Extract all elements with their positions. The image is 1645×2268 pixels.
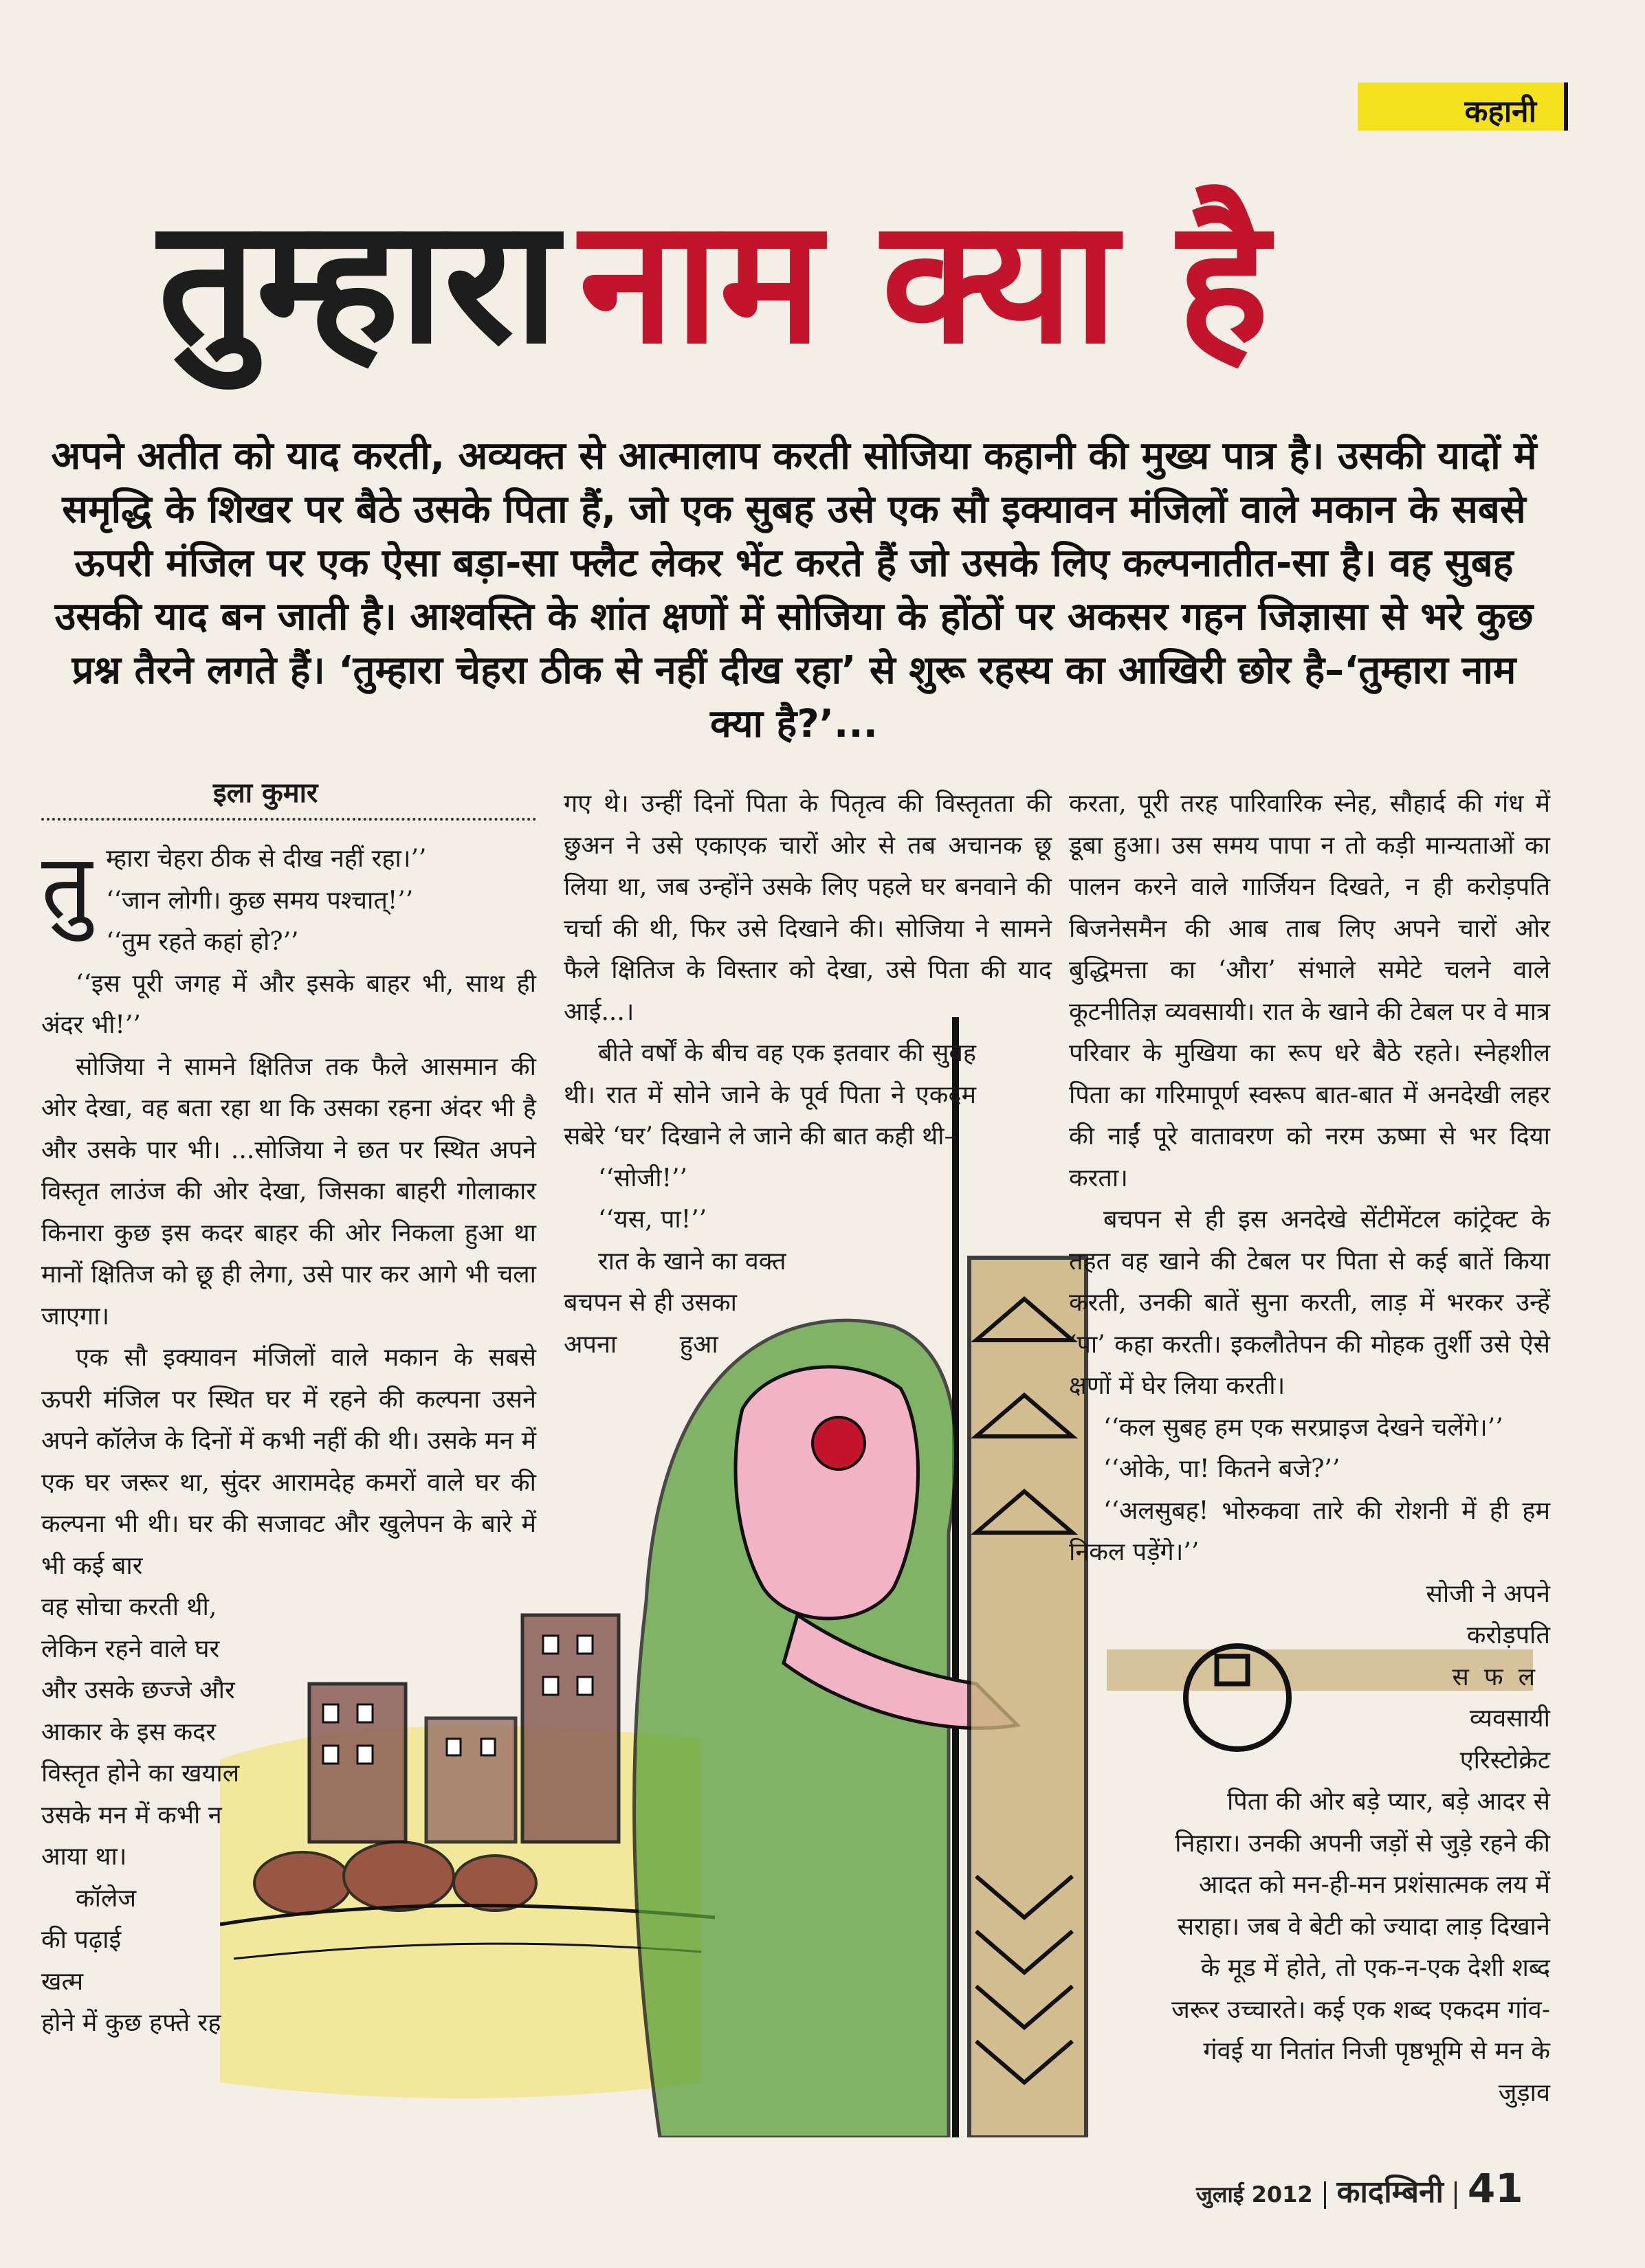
issue-date: जुलाई 2012 xyxy=(1196,2181,1313,2208)
headline-part2: नाम क्या है xyxy=(579,181,1269,381)
col2-para: गए थे। उन्हीं दिनों पिता के पितृत्व की विस्तृतता की छुअन ने उसे एकाएक चारों ओर से तब अचानक छू लिया था, जब उन्होंने उसके लिए पहले घर बनवाने की चर्चा की थी, फिर उसे दिखाने की। सोजिया ने सामने फैले क्षितिज के विस्तार को देखा, उसे पिता की याद आई...। xyxy=(564,790,1052,1026)
col3-narrow-line: करोड़पति xyxy=(1466,1621,1550,1649)
page-footer xyxy=(1196,2165,1554,2213)
col3-para: बचपन से ही इस अनदेखे सेंटीमेंटल कांट्रेक्ट के तहत वह खाने की टेबल पर पिता से कई बातें किया करती, उनकी बातें सुना करती, लाड़ में भरकर उन्हें ‘पा’ कहा करती। इकलौतेपन की मोहक तुर्शी उसे ऐसे क्षणों में घेर लिया करती। xyxy=(1069,1205,1550,1400)
column-2 xyxy=(564,783,1052,1366)
author-name: इला कुमार xyxy=(213,777,318,809)
col1-narrow-line: विस्तृत होने का खयाल xyxy=(41,1759,240,1788)
col1-narrow-block xyxy=(41,1587,289,2045)
col1-narrow-line: लेकिन रहने वाले घर xyxy=(41,1634,220,1663)
col3-para: करता, पूरी तरह पारिवारिक स्नेह, सौहार्द की गंध में डूबा हुआ। उस समय पापा न तो कड़ी मान्यताओं का पालन करने वाले गार्जियन दिखते, न ही करोड़पति बिजनेसमैन की आब ताब लिए अपने चारों ओर बुद्धिमत्ता का ‘औरा’ संभाले समेटे चलने वाले कूटनीतिज्ञ व्यवसायी। रात के खाने की टेबल पर वे मात्र परिवार के मुखिया का रूप धरे बैठे रहते। स्नेहशील पिता का गरिमापूर्ण स्वरूप बात-बात में अनदेखी लहर की नाईं पूरे वातावरण को नरम ऊष्मा से भर दिया करता। xyxy=(1069,790,1550,1192)
col2-para: बीते वर्षों के बीच वह एक इतवार की सुबह थी। रात में सोने जाने के पूर्व पिता ने एकदम सबेरे ‘घर’ दिखाने ले जाने की बात कही थी– xyxy=(564,1039,976,1150)
col1-narrow-line: कॉलेज xyxy=(76,1884,137,1913)
col1-para: एक सौ इक्यावन मंजिलों वाले मकान के सबसे ऊपरी मंजिल पर स्थित घर में रहने की कल्पना उसने अपने कॉलेज के दिनों में कभी नहीं की थी। उसके मन में एक घर जरूर था, सुंदर आरामदेह कमरों वाले घर की कल्पना भी थी। घर की सजावट और खुलेपन के बारे में भी कई बार xyxy=(41,1344,536,1580)
col3-para: ‘‘अलसुबह! भोरुकवा तारे की रोशनी में ही हम निकल पड़ेंगे।’’ xyxy=(1069,1496,1550,1566)
col1-narrow-line: होने में कुछ हफ्ते रह xyxy=(41,2009,221,2037)
section-tag xyxy=(1358,82,1568,131)
col3-para: ‘‘कल सुबह हम एक सरप्राइज देखने चलेंगे।’’ xyxy=(1103,1413,1503,1442)
col2-dialog: ‘‘सोजी!’’ xyxy=(598,1164,687,1192)
col3-narrow-line: व्यवसायी xyxy=(1469,1704,1550,1733)
column-1 xyxy=(41,834,536,2045)
col3-narrow-line: एरिस्टोक्रेट xyxy=(1459,1746,1550,1775)
col1-line: ‘‘जान लोगी। कुछ समय पश्चात्!’’ xyxy=(106,886,414,915)
col1-para: सोजिया ने सामने क्षितिज तक फैले आसमान की ओर देखा, वह बता रहा था कि उसका रहना अंदर भी है और उसके पार भी। ...सोजिया ने छत पर स्थित अपने विस्तृत लाउंज की ओर देखा, जिसका बाहरी गोलाकार किनारा कुछ इस कदर बाहर की ओर निकला हुआ था मानों क्षितिज को छू ही लेगा, उसे पार कर आगे भी चला जाएगा। xyxy=(41,1052,536,1331)
building-3 xyxy=(522,1615,619,1842)
col3-para: पिता की ओर बड़े प्यार, बड़े आदर से निहारा। उनकी अपनी जड़ों से जुड़े रहने की आदत को मन-ही-मन प्रशंसात्मक लय में सराहा। जब वे बेटी को ज्यादा लाड़ दिखाने के मूड में होते, तो एक-न-एक देशी शब्द जरूर उच्चारते। कई एक शब्द एकदम गांव-गंवई या नितांत निजी पृष्ठभूमि से मन के जुड़ाव xyxy=(1171,1788,1550,2107)
section-label: कहानी xyxy=(1464,94,1536,129)
col3-narrow-block xyxy=(1289,1574,1550,1782)
col1-line: म्हारा चेहरा ठीक से दीख नहीं रहा।’’ xyxy=(106,845,427,873)
column-3 xyxy=(1069,783,1550,2114)
col2-narrow-line: रात के खाने का वक्त xyxy=(598,1247,786,1276)
col1-narrow-line: और उसके छज्जे और xyxy=(41,1676,235,1704)
col1-narrow-line: वह सोचा करती थी, xyxy=(41,1593,217,1621)
footer-divider xyxy=(1324,2181,1326,2209)
col3-narrow-line: सोजी ने अपने xyxy=(1426,1579,1550,1608)
col1-narrow-line: उसके मन में कभी न xyxy=(41,1801,222,1830)
story-headline xyxy=(158,151,1533,412)
bindi xyxy=(813,1417,865,1469)
col2-narrow-line: अपना हुआ xyxy=(564,1330,718,1359)
col1-narrow-line: आया था। xyxy=(41,1843,127,1871)
col1-narrow-line: खत्म xyxy=(41,1967,84,1996)
col3-para: ‘‘ओके, पा! कितने बजे?’’ xyxy=(1103,1455,1340,1483)
headline-part1: तुम्हारा xyxy=(158,181,559,381)
story-intro: अपने अतीत को याद करती, अव्यक्त से आत्मालाप करती सोजिया कहानी की मुख्य पात्र है। उसकी यादों में समृद्धि के शिखर पर बैठे उसके पिता हैं, जो एक सुबह उसे एक सौ इक्यावन मंजिलों वाले मकान के सबसे ऊपरी मंजिल पर एक ऐसा बड़ा-सा फ्लैट लेकर भेंट करते हैं जो उसके लिए कल्पनातीत-सा है। वह सुबह उसकी याद बन जाती है। आश्वस्ति के शांत क्षणों में सोजिया के होंठों पर अकसर गहन जिज्ञासा से भरे कुछ प्रश्न तैरने लगते हैं। ‘तुम्हारा चेहरा ठीक से नहीं दीख रहा’ से शुरू रहस्य का आखिरी छोर है–‘तुम्हारा नाम क्या है?’... xyxy=(51,434,1537,746)
col1-narrow-line: की पढ़ाई xyxy=(41,1926,122,1954)
footer-divider xyxy=(1455,2181,1457,2209)
col1-para: ‘‘इस पूरी जगह में और इसके बाहर भी, साथ ही अंदर भी!’’ xyxy=(41,969,536,1039)
woman-face xyxy=(736,1367,918,1619)
byline xyxy=(41,770,536,821)
page-number: 41 xyxy=(1467,2165,1523,2212)
magazine-name: कादम्बिनी xyxy=(1336,2175,1444,2210)
col2-narrow-line: बचपन से ही उसका xyxy=(564,1289,737,1317)
col1-narrow-line: आकार के इस कदर xyxy=(41,1717,216,1746)
col2-dialog: ‘‘यस, पा!’’ xyxy=(598,1205,707,1234)
drop-cap: तु xyxy=(41,834,93,939)
col1-line: ‘‘तुम रहते कहां हो?’’ xyxy=(106,928,299,956)
col3-narrow-line: सफल xyxy=(1452,1663,1550,1691)
